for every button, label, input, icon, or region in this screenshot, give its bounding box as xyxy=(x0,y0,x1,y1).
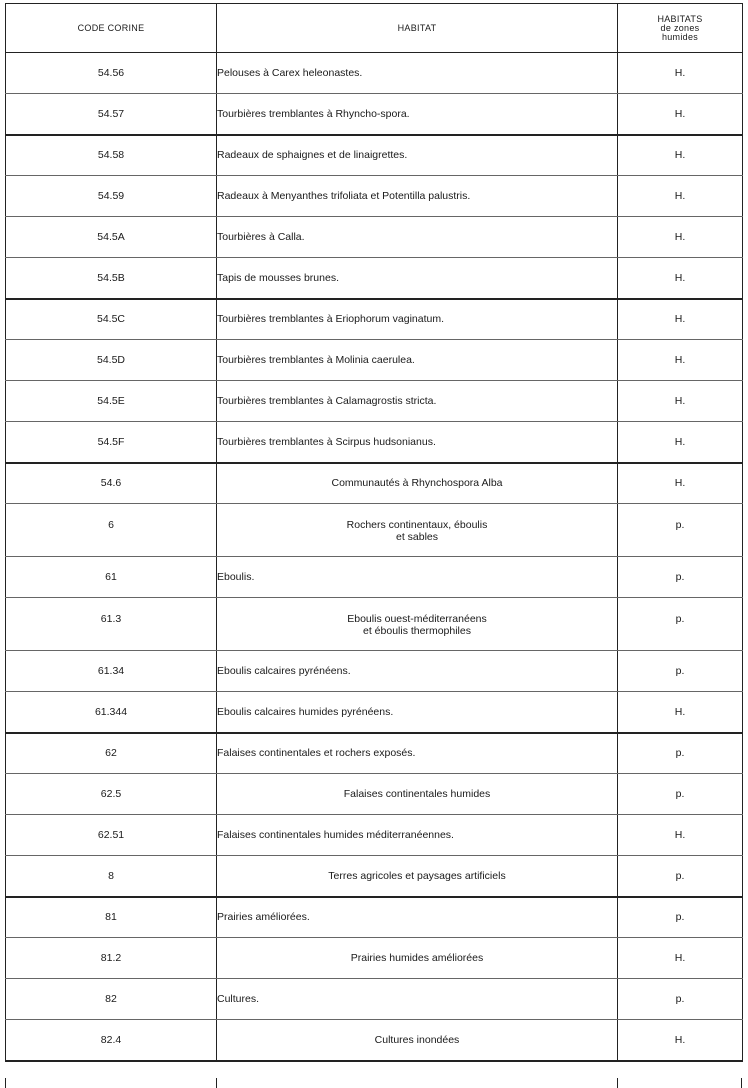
habitat-heading-cell: Cultures inondées xyxy=(217,1020,618,1061)
habitat-cell: Tourbières à Calla. xyxy=(217,217,618,258)
code-cell: 54.56 xyxy=(6,53,217,94)
wetland-cell: H. xyxy=(618,176,743,217)
wetland-cell: H. xyxy=(618,217,743,258)
habitat-cell: Falaises continentales humides méditerranéennes. xyxy=(217,815,618,856)
code-cell: 54.5B xyxy=(6,258,217,299)
code-cell: 8 xyxy=(6,856,217,897)
table-row xyxy=(6,733,743,774)
code-cell: 54.5E xyxy=(6,381,217,422)
table-row xyxy=(6,258,743,299)
wetland-header-line2: de zones xyxy=(660,22,700,33)
wetland-cell: H. xyxy=(618,94,743,135)
code-cell: 54.59 xyxy=(6,176,217,217)
wetland-cell: p. xyxy=(618,651,743,692)
table-row xyxy=(6,381,743,422)
habitat-cell: Tourbières tremblantes à Rhyncho-spora. xyxy=(217,94,618,135)
table-row xyxy=(6,938,743,979)
habitat-heading-line1: Rochers continentaux, éboulis xyxy=(346,519,488,531)
habitat-cell: Radeaux de sphaignes et de linaigrettes. xyxy=(217,135,618,176)
code-cell: 61.344 xyxy=(6,692,217,733)
table-row xyxy=(6,340,743,381)
code-cell: 81.2 xyxy=(6,938,217,979)
code-cell: 54.5F xyxy=(6,422,217,463)
wetland-cell: p. xyxy=(618,856,743,897)
column-header-wetland xyxy=(618,4,743,53)
wetland-cell: H. xyxy=(618,463,743,504)
wetland-cell: H. xyxy=(618,381,743,422)
wetland-cell: p. xyxy=(618,897,743,938)
habitat-cell: Pelouses à Carex heleonastes. xyxy=(217,53,618,94)
wetland-cell: p. xyxy=(618,733,743,774)
table-row xyxy=(6,856,743,897)
habitat-heading-line2: et éboulis thermophiles xyxy=(363,625,471,637)
wetland-cell: H. xyxy=(618,1020,743,1061)
wetland-cell: H. xyxy=(618,692,743,733)
code-cell: 54.5A xyxy=(6,217,217,258)
habitat-cell: Radeaux à Menyanthes trifoliata et Potentilla palustris. xyxy=(217,176,618,217)
code-cell: 54.6 xyxy=(6,463,217,504)
table-row xyxy=(6,651,743,692)
table-row xyxy=(6,557,743,598)
habitat-cell: Cultures. xyxy=(217,979,618,1020)
habitat-heading-cell xyxy=(217,598,618,651)
wetland-cell: p. xyxy=(618,774,743,815)
code-cell: 82.4 xyxy=(6,1020,217,1061)
code-cell: 62 xyxy=(6,733,217,774)
wetland-header-line3: humides xyxy=(661,31,699,42)
code-cell: 61.3 xyxy=(6,598,217,651)
wetland-cell: H. xyxy=(618,258,743,299)
wetland-cell: p. xyxy=(618,979,743,1020)
habitat-cell: Tourbières tremblantes à Calamagrostis stricta. xyxy=(217,381,618,422)
table-row xyxy=(6,217,743,258)
wetland-cell: p. xyxy=(618,504,743,557)
column-header-habitat: HABITAT xyxy=(217,4,618,53)
code-cell: 61.34 xyxy=(6,651,217,692)
table-row xyxy=(6,299,743,340)
code-cell: 62.5 xyxy=(6,774,217,815)
code-cell: 6 xyxy=(6,504,217,557)
table-row xyxy=(6,979,743,1020)
wetland-cell: p. xyxy=(618,598,743,651)
wetland-cell: H. xyxy=(618,938,743,979)
code-cell: 61 xyxy=(6,557,217,598)
habitat-heading-cell xyxy=(217,504,618,557)
habitat-heading-cell: Prairies humides améliorées xyxy=(217,938,618,979)
table-row xyxy=(6,463,743,504)
wetland-cell: H. xyxy=(618,815,743,856)
code-cell: 54.58 xyxy=(6,135,217,176)
code-cell: 54.5D xyxy=(6,340,217,381)
code-cell: 81 xyxy=(6,897,217,938)
habitat-heading-cell: Communautés à Rhynchospora Alba xyxy=(217,463,618,504)
next-row-stub xyxy=(5,1078,742,1088)
table-body xyxy=(6,53,743,1061)
code-cell: 54.57 xyxy=(6,94,217,135)
habitat-table xyxy=(5,3,743,1062)
table-row xyxy=(6,422,743,463)
table-row xyxy=(6,774,743,815)
habitat-cell: Eboulis calcaires pyrénéens. xyxy=(217,651,618,692)
stub-border-code xyxy=(216,1078,217,1088)
column-header-code: CODE CORINE xyxy=(6,4,217,53)
habitat-cell: Tourbières tremblantes à Eriophorum vaginatum. xyxy=(217,299,618,340)
habitat-cell: Eboulis. xyxy=(217,557,618,598)
stub-border-right xyxy=(741,1078,742,1088)
habitat-heading-cell: Falaises continentales humides xyxy=(217,774,618,815)
table-row xyxy=(6,176,743,217)
table-row xyxy=(6,1020,743,1061)
code-cell: 82 xyxy=(6,979,217,1020)
wetland-cell: p. xyxy=(618,557,743,598)
table-row xyxy=(6,692,743,733)
wetland-cell: H. xyxy=(618,340,743,381)
habitat-cell: Falaises continentales et rochers exposés. xyxy=(217,733,618,774)
stub-border-left xyxy=(5,1078,6,1088)
habitat-cell: Tourbières tremblantes à Scirpus hudsonianus. xyxy=(217,422,618,463)
wetland-header-line1: HABITATS xyxy=(657,13,703,24)
table-row xyxy=(6,598,743,651)
habitat-cell: Tapis de mousses brunes. xyxy=(217,258,618,299)
wetland-cell: H. xyxy=(618,299,743,340)
code-cell: 62.51 xyxy=(6,815,217,856)
table-row xyxy=(6,897,743,938)
habitat-heading-line1: Eboulis ouest-méditerranéens xyxy=(347,613,487,625)
wetland-cell: H. xyxy=(618,53,743,94)
habitat-heading-cell: Terres agricoles et paysages artificiels xyxy=(217,856,618,897)
habitat-heading-line2: et sables xyxy=(395,531,439,543)
table-row xyxy=(6,135,743,176)
wetland-cell: H. xyxy=(618,422,743,463)
wetland-cell: H. xyxy=(618,135,743,176)
table-row xyxy=(6,504,743,557)
habitat-cell: Prairies améliorées. xyxy=(217,897,618,938)
table-row xyxy=(6,53,743,94)
table-row xyxy=(6,94,743,135)
code-cell: 54.5C xyxy=(6,299,217,340)
habitat-cell: Eboulis calcaires humides pyrénéens. xyxy=(217,692,618,733)
table-header xyxy=(6,4,743,53)
table-row xyxy=(6,815,743,856)
habitat-cell: Tourbières tremblantes à Molinia caerulea. xyxy=(217,340,618,381)
stub-border-habitat xyxy=(617,1078,618,1088)
